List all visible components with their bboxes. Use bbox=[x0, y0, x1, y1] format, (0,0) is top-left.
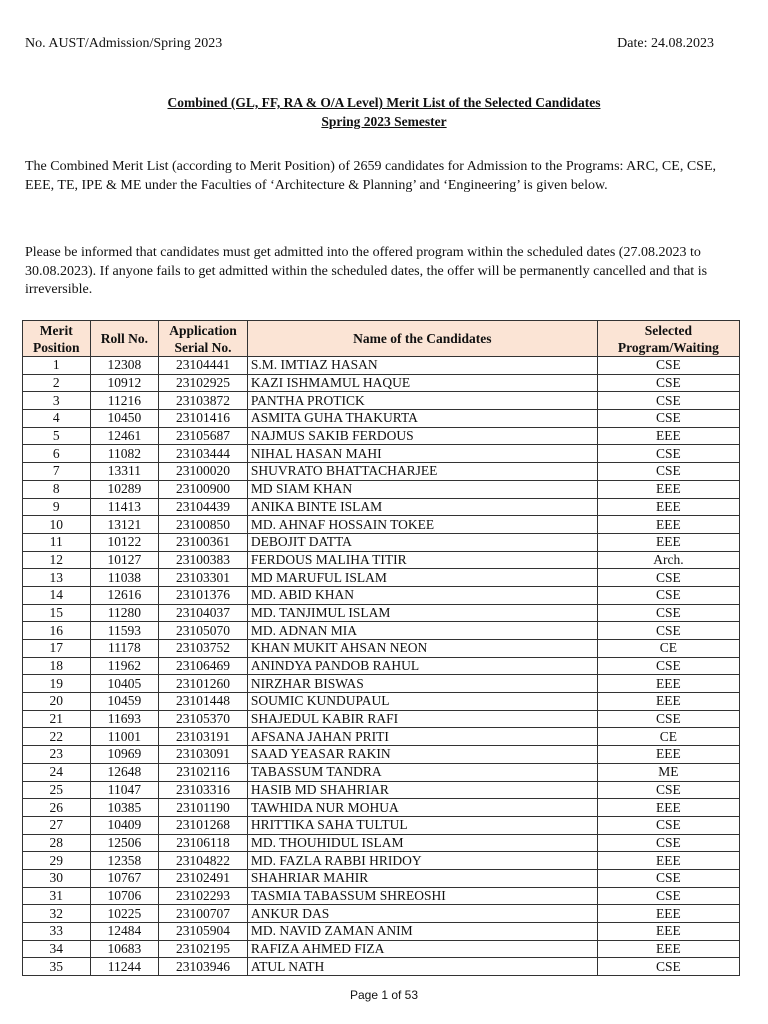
merit-position-cell: 18 bbox=[23, 657, 91, 675]
merit-position-cell: 10 bbox=[23, 516, 91, 534]
application-serial-cell: 23105687 bbox=[159, 427, 248, 445]
table-header-row bbox=[23, 321, 740, 357]
program-cell: EEE bbox=[597, 498, 739, 516]
candidate-name-cell: SHAHRIAR MAHIR bbox=[247, 869, 597, 887]
table-row bbox=[23, 586, 740, 604]
candidate-name-cell: TASMIA TABASSUM SHREOSHI bbox=[247, 887, 597, 905]
header-selected-program: Selected Program/Waiting bbox=[597, 321, 739, 357]
table-row bbox=[23, 763, 740, 781]
table-row bbox=[23, 427, 740, 445]
table-row bbox=[23, 516, 740, 534]
table-body bbox=[23, 357, 740, 976]
application-serial-cell: 23103301 bbox=[159, 569, 248, 587]
table-row bbox=[23, 569, 740, 587]
application-serial-cell: 23104822 bbox=[159, 852, 248, 870]
candidate-name-cell: MD. AHNAF HOSSAIN TOKEE bbox=[247, 516, 597, 534]
application-serial-cell: 23101448 bbox=[159, 693, 248, 711]
candidate-name-cell: ANKUR DAS bbox=[247, 905, 597, 923]
table-row bbox=[23, 781, 740, 799]
roll-no-cell: 12616 bbox=[90, 586, 159, 604]
application-serial-cell: 23103752 bbox=[159, 640, 248, 658]
program-cell: CSE bbox=[597, 958, 739, 976]
program-cell: CSE bbox=[597, 816, 739, 834]
table-row bbox=[23, 746, 740, 764]
roll-no-cell: 10969 bbox=[90, 746, 159, 764]
table-row bbox=[23, 445, 740, 463]
roll-no-cell: 10459 bbox=[90, 693, 159, 711]
roll-no-cell: 11001 bbox=[90, 728, 159, 746]
candidate-name-cell: MD. TANJIMUL ISLAM bbox=[247, 604, 597, 622]
roll-no-cell: 10409 bbox=[90, 816, 159, 834]
program-cell: CSE bbox=[597, 887, 739, 905]
program-cell: EEE bbox=[597, 746, 739, 764]
roll-no-cell: 10405 bbox=[90, 675, 159, 693]
roll-no-cell: 11413 bbox=[90, 498, 159, 516]
document-header bbox=[25, 36, 714, 52]
roll-no-cell: 11178 bbox=[90, 640, 159, 658]
merit-position-cell: 26 bbox=[23, 799, 91, 817]
roll-no-cell: 10385 bbox=[90, 799, 159, 817]
candidate-name-cell: PANTHA PROTICK bbox=[247, 392, 597, 410]
application-serial-cell: 23103444 bbox=[159, 445, 248, 463]
roll-no-cell: 11216 bbox=[90, 392, 159, 410]
merit-position-cell: 23 bbox=[23, 746, 91, 764]
page-number: Page 1 of 53 bbox=[349, 988, 419, 1002]
program-cell: EEE bbox=[597, 675, 739, 693]
candidate-name-cell: NAJMUS SAKIB FERDOUS bbox=[247, 427, 597, 445]
merit-position-cell: 11 bbox=[23, 533, 91, 551]
application-serial-cell: 23104037 bbox=[159, 604, 248, 622]
application-serial-cell: 23101268 bbox=[159, 816, 248, 834]
program-cell: CSE bbox=[597, 569, 739, 587]
reference-number: No. AUST/Admission/Spring 2023 bbox=[25, 36, 223, 51]
merit-position-cell: 16 bbox=[23, 622, 91, 640]
merit-position-cell: 8 bbox=[23, 480, 91, 498]
candidate-name-cell: SHAJEDUL KABIR RAFI bbox=[247, 710, 597, 728]
candidate-name-cell: KAZI ISHMAMUL HAQUE bbox=[247, 374, 597, 392]
candidate-name-cell: AFSANA JAHAN PRITI bbox=[247, 728, 597, 746]
merit-position-cell: 4 bbox=[23, 410, 91, 428]
header-application-serial: Application Serial No. bbox=[159, 321, 248, 357]
roll-no-cell: 12358 bbox=[90, 852, 159, 870]
roll-no-cell: 10683 bbox=[90, 940, 159, 958]
application-serial-cell: 23103872 bbox=[159, 392, 248, 410]
table-row bbox=[23, 799, 740, 817]
program-cell: CSE bbox=[597, 710, 739, 728]
table-row bbox=[23, 905, 740, 923]
application-serial-cell: 23102491 bbox=[159, 869, 248, 887]
document-date: Date: 24.08.2023 bbox=[617, 36, 714, 51]
candidate-name-cell: RAFIZA AHMED FIZA bbox=[247, 940, 597, 958]
candidate-name-cell: ANIKA BINTE ISLAM bbox=[247, 498, 597, 516]
candidate-name-cell: MD. FAZLA RABBI HRIDOY bbox=[247, 852, 597, 870]
roll-no-cell: 10127 bbox=[90, 551, 159, 569]
program-cell: CSE bbox=[597, 781, 739, 799]
candidate-name-cell: MD SIAM KHAN bbox=[247, 480, 597, 498]
header-roll-no: Roll No. bbox=[90, 321, 159, 357]
merit-position-cell: 12 bbox=[23, 551, 91, 569]
application-serial-cell: 23100850 bbox=[159, 516, 248, 534]
roll-no-cell: 11047 bbox=[90, 781, 159, 799]
roll-no-cell: 11244 bbox=[90, 958, 159, 976]
table-row bbox=[23, 834, 740, 852]
application-serial-cell: 23105370 bbox=[159, 710, 248, 728]
merit-position-cell: 13 bbox=[23, 569, 91, 587]
table-row bbox=[23, 374, 740, 392]
table-row bbox=[23, 498, 740, 516]
table-row bbox=[23, 463, 740, 481]
program-cell: CE bbox=[597, 728, 739, 746]
program-cell: EEE bbox=[597, 427, 739, 445]
application-serial-cell: 23101260 bbox=[159, 675, 248, 693]
roll-no-cell: 13121 bbox=[90, 516, 159, 534]
merit-position-cell: 32 bbox=[23, 905, 91, 923]
header-merit-position: Merit Position bbox=[23, 321, 91, 357]
roll-no-cell: 11593 bbox=[90, 622, 159, 640]
table-row bbox=[23, 392, 740, 410]
application-serial-cell: 23104439 bbox=[159, 498, 248, 516]
merit-position-cell: 20 bbox=[23, 693, 91, 711]
candidate-name-cell: DEBOJIT DATTA bbox=[247, 533, 597, 551]
program-cell: CSE bbox=[597, 410, 739, 428]
program-cell: EEE bbox=[597, 533, 739, 551]
table-row bbox=[23, 657, 740, 675]
merit-position-cell: 5 bbox=[23, 427, 91, 445]
application-serial-cell: 23100383 bbox=[159, 551, 248, 569]
application-serial-cell: 23100707 bbox=[159, 905, 248, 923]
merit-position-cell: 9 bbox=[23, 498, 91, 516]
program-cell: CSE bbox=[597, 586, 739, 604]
roll-no-cell: 10450 bbox=[90, 410, 159, 428]
program-cell: EEE bbox=[597, 923, 739, 941]
table-row bbox=[23, 604, 740, 622]
application-serial-cell: 23103191 bbox=[159, 728, 248, 746]
table-row bbox=[23, 869, 740, 887]
candidate-name-cell: ASMITA GUHA THAKURTA bbox=[247, 410, 597, 428]
program-cell: Arch. bbox=[597, 551, 739, 569]
table-row bbox=[23, 533, 740, 551]
application-serial-cell: 23102116 bbox=[159, 763, 248, 781]
roll-no-cell: 12484 bbox=[90, 923, 159, 941]
application-serial-cell: 23100020 bbox=[159, 463, 248, 481]
application-serial-cell: 23103946 bbox=[159, 958, 248, 976]
merit-position-cell: 7 bbox=[23, 463, 91, 481]
program-cell: CSE bbox=[597, 357, 739, 375]
candidate-name-cell: SHUVRATO BHATTACHARJEE bbox=[247, 463, 597, 481]
table-row bbox=[23, 710, 740, 728]
program-cell: CSE bbox=[597, 392, 739, 410]
roll-no-cell: 11082 bbox=[90, 445, 159, 463]
program-cell: CSE bbox=[597, 657, 739, 675]
application-serial-cell: 23101376 bbox=[159, 586, 248, 604]
title-line-1: Combined (GL, FF, RA & O/A Level) Merit List of the Selected Candidates bbox=[167, 95, 601, 110]
roll-no-cell: 11962 bbox=[90, 657, 159, 675]
roll-no-cell: 11280 bbox=[90, 604, 159, 622]
merit-position-cell: 33 bbox=[23, 923, 91, 941]
table-row bbox=[23, 940, 740, 958]
merit-position-cell: 19 bbox=[23, 675, 91, 693]
table-row bbox=[23, 958, 740, 976]
merit-list-table bbox=[22, 320, 740, 976]
program-cell: EEE bbox=[597, 480, 739, 498]
application-serial-cell: 23100361 bbox=[159, 533, 248, 551]
application-serial-cell: 23102195 bbox=[159, 940, 248, 958]
merit-position-cell: 2 bbox=[23, 374, 91, 392]
application-serial-cell: 23106469 bbox=[159, 657, 248, 675]
application-serial-cell: 23106118 bbox=[159, 834, 248, 852]
notice-paragraph: Please be informed that candidates must get admitted into the offered program within the scheduled dates (27.08.2023 to 30.08.2023). If anyone fails to get admitted within the scheduled dates, the offer will be permanently cancelled and that is irreversible. bbox=[25, 245, 708, 297]
program-cell: CSE bbox=[597, 445, 739, 463]
candidate-name-cell: FERDOUS MALIHA TITIR bbox=[247, 551, 597, 569]
candidate-name-cell: MD. ADNAN MIA bbox=[247, 622, 597, 640]
roll-no-cell: 12461 bbox=[90, 427, 159, 445]
merit-position-cell: 1 bbox=[23, 357, 91, 375]
merit-position-cell: 29 bbox=[23, 852, 91, 870]
merit-position-cell: 28 bbox=[23, 834, 91, 852]
program-cell: CSE bbox=[597, 374, 739, 392]
table-row bbox=[23, 640, 740, 658]
roll-no-cell: 10767 bbox=[90, 869, 159, 887]
candidate-name-cell: ATUL NATH bbox=[247, 958, 597, 976]
merit-position-cell: 27 bbox=[23, 816, 91, 834]
application-serial-cell: 23102925 bbox=[159, 374, 248, 392]
program-cell: ME bbox=[597, 763, 739, 781]
candidate-name-cell: ANINDYA PANDOB RAHUL bbox=[247, 657, 597, 675]
candidate-name-cell: MD. ABID KHAN bbox=[247, 586, 597, 604]
table-row bbox=[23, 675, 740, 693]
application-serial-cell: 23100900 bbox=[159, 480, 248, 498]
program-cell: EEE bbox=[597, 799, 739, 817]
roll-no-cell: 10122 bbox=[90, 533, 159, 551]
merit-position-cell: 22 bbox=[23, 728, 91, 746]
program-cell: EEE bbox=[597, 693, 739, 711]
candidate-name-cell: MD. THOUHIDUL ISLAM bbox=[247, 834, 597, 852]
application-serial-cell: 23103316 bbox=[159, 781, 248, 799]
table-row bbox=[23, 728, 740, 746]
merit-position-cell: 21 bbox=[23, 710, 91, 728]
program-cell: CSE bbox=[597, 869, 739, 887]
application-serial-cell: 23102293 bbox=[159, 887, 248, 905]
table-row bbox=[23, 357, 740, 375]
roll-no-cell: 10225 bbox=[90, 905, 159, 923]
candidate-name-cell: NIRZHAR BISWAS bbox=[247, 675, 597, 693]
document-title bbox=[0, 93, 768, 131]
merit-position-cell: 31 bbox=[23, 887, 91, 905]
merit-position-cell: 25 bbox=[23, 781, 91, 799]
program-cell: CSE bbox=[597, 604, 739, 622]
merit-position-cell: 15 bbox=[23, 604, 91, 622]
merit-position-cell: 24 bbox=[23, 763, 91, 781]
table-row bbox=[23, 923, 740, 941]
application-serial-cell: 23101190 bbox=[159, 799, 248, 817]
merit-position-cell: 17 bbox=[23, 640, 91, 658]
candidate-name-cell: MD MARUFUL ISLAM bbox=[247, 569, 597, 587]
candidate-name-cell: HRITTIKA SAHA TULTUL bbox=[247, 816, 597, 834]
merit-position-cell: 30 bbox=[23, 869, 91, 887]
candidate-name-cell: HASIB MD SHAHRIAR bbox=[247, 781, 597, 799]
application-serial-cell: 23105904 bbox=[159, 923, 248, 941]
program-cell: EEE bbox=[597, 940, 739, 958]
roll-no-cell: 13311 bbox=[90, 463, 159, 481]
roll-no-cell: 12308 bbox=[90, 357, 159, 375]
candidate-name-cell: TAWHIDA NUR MOHUA bbox=[247, 799, 597, 817]
candidate-name-cell: NIHAL HASAN MAHI bbox=[247, 445, 597, 463]
roll-no-cell: 11693 bbox=[90, 710, 159, 728]
table-row bbox=[23, 852, 740, 870]
candidate-name-cell: MD. NAVID ZAMAN ANIM bbox=[247, 923, 597, 941]
roll-no-cell: 11038 bbox=[90, 569, 159, 587]
program-cell: CE bbox=[597, 640, 739, 658]
application-serial-cell: 23101416 bbox=[159, 410, 248, 428]
candidate-name-cell: SOUMIC KUNDUPAUL bbox=[247, 693, 597, 711]
table-row bbox=[23, 551, 740, 569]
program-cell: EEE bbox=[597, 852, 739, 870]
roll-no-cell: 10706 bbox=[90, 887, 159, 905]
merit-position-cell: 3 bbox=[23, 392, 91, 410]
program-cell: EEE bbox=[597, 516, 739, 534]
table-row bbox=[23, 816, 740, 834]
roll-no-cell: 10289 bbox=[90, 480, 159, 498]
application-serial-cell: 23103091 bbox=[159, 746, 248, 764]
merit-position-cell: 14 bbox=[23, 586, 91, 604]
merit-position-cell: 6 bbox=[23, 445, 91, 463]
candidate-name-cell: SAAD YEASAR RAKIN bbox=[247, 746, 597, 764]
table-row bbox=[23, 693, 740, 711]
program-cell: CSE bbox=[597, 622, 739, 640]
application-serial-cell: 23105070 bbox=[159, 622, 248, 640]
table-row bbox=[23, 410, 740, 428]
header-candidate-name: Name of the Candidates bbox=[247, 321, 597, 357]
title-line-2: Spring 2023 Semester bbox=[321, 114, 447, 129]
table-row bbox=[23, 480, 740, 498]
application-serial-cell: 23104441 bbox=[159, 357, 248, 375]
intro-paragraph: The Combined Merit List (according to Merit Position) of 2659 candidates for Admission to the Programs: ARC, CE, CSE, EEE, TE, IPE & ME under the Faculties of ‘Architecture & Planning’ and ‘Engineering’ is given below. bbox=[25, 159, 716, 193]
candidate-name-cell: S.M. IMTIAZ HASAN bbox=[247, 357, 597, 375]
program-cell: CSE bbox=[597, 834, 739, 852]
roll-no-cell: 10912 bbox=[90, 374, 159, 392]
program-cell: CSE bbox=[597, 463, 739, 481]
merit-position-cell: 34 bbox=[23, 940, 91, 958]
table-row bbox=[23, 887, 740, 905]
roll-no-cell: 12648 bbox=[90, 763, 159, 781]
table-row bbox=[23, 622, 740, 640]
program-cell: EEE bbox=[597, 905, 739, 923]
merit-position-cell: 35 bbox=[23, 958, 91, 976]
candidate-name-cell: TABASSUM TANDRA bbox=[247, 763, 597, 781]
roll-no-cell: 12506 bbox=[90, 834, 159, 852]
candidate-name-cell: KHAN MUKIT AHSAN NEON bbox=[247, 640, 597, 658]
